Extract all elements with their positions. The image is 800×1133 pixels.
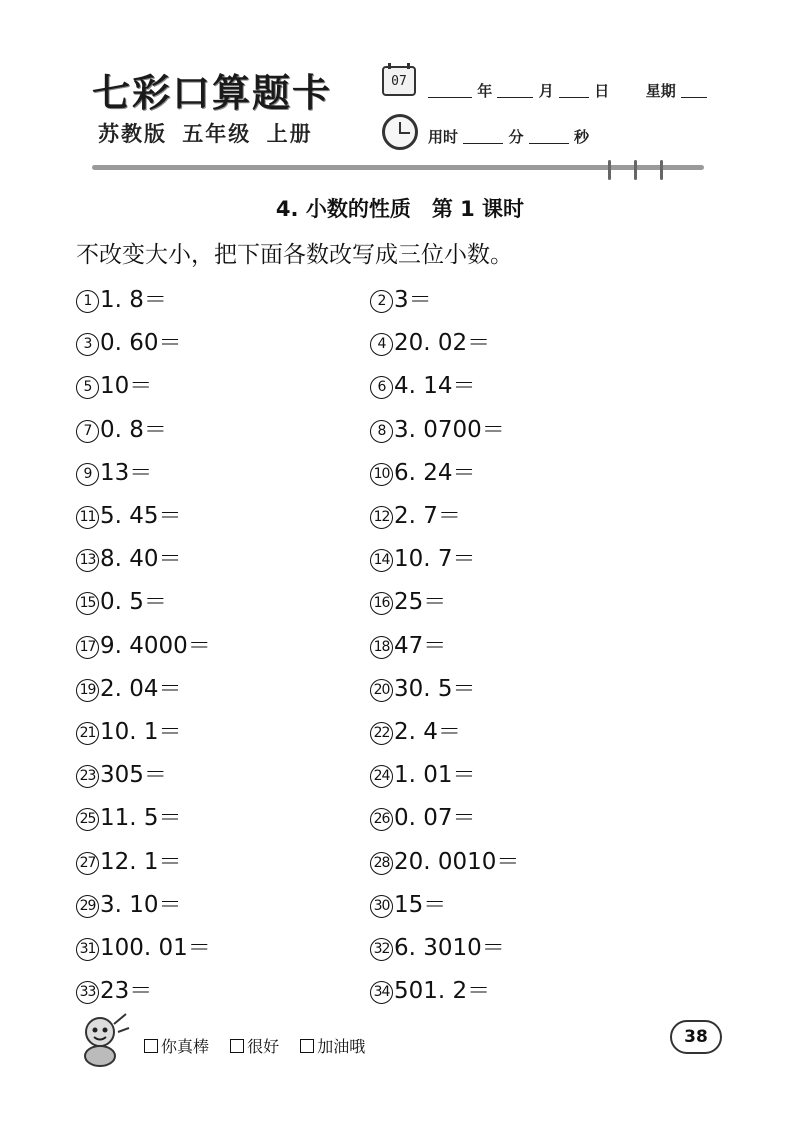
problem-number: 26 <box>370 808 393 831</box>
problem-number: 28 <box>370 852 393 875</box>
problem-expression: 1. 01＝ <box>394 762 476 789</box>
problem-item <box>370 497 461 530</box>
self-rating <box>144 1034 381 1057</box>
day-label: 日 <box>594 82 610 100</box>
rating-option[interactable]: 加油哦 <box>300 1037 365 1056</box>
edition-label: 苏教版 五年级 上册 <box>98 122 313 146</box>
binding-tick <box>608 160 611 180</box>
problem-item <box>76 713 182 746</box>
time-used-label: 用时 <box>428 128 459 146</box>
problem-item <box>76 454 152 487</box>
problem-item <box>76 886 182 919</box>
problem-item <box>370 324 490 357</box>
second-label: 秒 <box>573 128 589 146</box>
problem-item <box>370 454 476 487</box>
problem-item <box>76 670 182 703</box>
problem-expression: 2. 7＝ <box>394 503 461 529</box>
problem-item <box>76 497 182 530</box>
problem-number: 30 <box>370 895 393 918</box>
problem-number: 34 <box>370 981 393 1004</box>
problem-number: 4 <box>370 333 393 356</box>
problem-expression: 0. 5＝ <box>100 589 167 616</box>
problem-expression: 2. 04＝ <box>100 675 182 702</box>
problem-expression: 100. 01＝ <box>100 935 211 961</box>
problem-number: 14 <box>370 549 393 572</box>
year-label: 年 <box>477 82 493 100</box>
problem-item <box>370 972 490 1005</box>
problem-expression: 1. 8＝ <box>100 287 167 313</box>
problem-expression: 8. 40＝ <box>100 546 182 573</box>
problem-expression: 47＝ <box>394 632 447 659</box>
problem-item <box>76 756 167 789</box>
checkbox-icon[interactable] <box>230 1039 244 1053</box>
problem-number: 33 <box>76 981 99 1004</box>
problem-number: 16 <box>370 592 393 615</box>
problem-expression: 3＝ <box>394 287 432 313</box>
problem-expression: 10. 1＝ <box>100 719 182 745</box>
binding-tick <box>634 160 637 180</box>
problem-item <box>370 756 476 789</box>
problem-item <box>76 324 182 357</box>
problem-expression: 25＝ <box>394 589 447 616</box>
problem-item <box>370 886 446 919</box>
problem-item <box>76 627 211 660</box>
problem-expression: 11. 5＝ <box>100 805 182 832</box>
problem-expression: 20. 02＝ <box>394 330 491 357</box>
problem-number: 5 <box>76 376 99 399</box>
problem-item <box>76 583 167 616</box>
brand-title: 七彩口算题卡 <box>92 70 333 115</box>
problem-expression: 501. 2＝ <box>394 978 491 1005</box>
mascot-icon <box>74 1010 132 1068</box>
problem-expression: 23＝ <box>100 978 153 1005</box>
problem-number: 1 <box>76 290 99 313</box>
problem-expression: 30. 5＝ <box>394 675 476 702</box>
problem-number: 9 <box>76 463 99 486</box>
problem-number: 13 <box>76 549 99 572</box>
problem-expression: 10. 7＝ <box>394 546 476 573</box>
calendar-icon <box>382 66 416 96</box>
problem-number: 6 <box>370 376 393 399</box>
date-fill-line <box>428 80 707 101</box>
problem-item <box>370 713 461 746</box>
problem-expression: 10＝ <box>100 373 153 400</box>
problem-number: 23 <box>76 765 99 788</box>
problem-number: 18 <box>370 636 393 659</box>
problem-number: 17 <box>76 636 99 659</box>
problem-number: 12 <box>370 506 393 529</box>
time-fill-line <box>428 126 589 147</box>
problem-number: 10 <box>370 463 393 486</box>
binding-tick <box>660 160 663 180</box>
problem-number: 29 <box>76 895 99 918</box>
instruction-text: 不改变大小，把下面各数改写成三位小数。 <box>76 242 513 268</box>
weekday-label: 星期 <box>645 82 676 100</box>
problem-item <box>76 843 182 876</box>
problem-item <box>76 929 211 962</box>
problem-item <box>76 281 167 314</box>
problem-item <box>76 367 152 400</box>
minute-label: 分 <box>508 128 524 146</box>
problem-number: 7 <box>76 420 99 443</box>
problem-number: 31 <box>76 938 99 961</box>
problem-item <box>370 843 519 876</box>
problem-number: 20 <box>370 679 393 702</box>
problem-number: 11 <box>76 506 99 529</box>
problem-item <box>370 367 476 400</box>
problem-expression: 6. 3010＝ <box>394 935 505 961</box>
problem-expression: 3. 10＝ <box>100 891 182 918</box>
problem-number: 25 <box>76 808 99 831</box>
problem-number: 32 <box>370 938 393 961</box>
problem-expression: 20. 0010＝ <box>394 848 520 875</box>
problem-expression: 2. 4＝ <box>394 719 461 745</box>
problem-item <box>370 627 446 660</box>
problem-expression: 0. 8＝ <box>100 416 167 443</box>
month-label: 月 <box>538 82 554 100</box>
problem-number: 24 <box>370 765 393 788</box>
problem-expression: 15＝ <box>394 891 447 918</box>
problem-expression: 0. 07＝ <box>394 805 476 832</box>
problem-number: 8 <box>370 420 393 443</box>
problem-expression: 5. 45＝ <box>100 503 182 529</box>
problem-number: 21 <box>76 722 99 745</box>
problem-expression: 4. 14＝ <box>394 373 476 400</box>
problem-number: 27 <box>76 852 99 875</box>
header-divider <box>92 165 704 170</box>
clock-icon <box>382 114 418 150</box>
problem-item <box>370 411 505 444</box>
problem-expression: 13＝ <box>100 459 153 486</box>
checkbox-icon[interactable] <box>300 1039 314 1053</box>
problem-expression: 0. 60＝ <box>100 330 182 357</box>
calendar-number: 07 <box>391 74 407 89</box>
page-number: 38 <box>670 1020 722 1054</box>
problem-expression: 6. 24＝ <box>394 459 476 486</box>
problem-number: 22 <box>370 722 393 745</box>
problem-item <box>370 799 476 832</box>
lesson-title: 4. 小数的性质 第 1 课时 <box>275 197 525 221</box>
problem-expression: 9. 4000＝ <box>100 632 211 659</box>
problem-item <box>76 411 167 444</box>
problem-item <box>370 929 505 962</box>
problem-item <box>370 540 476 573</box>
problem-number: 3 <box>76 333 99 356</box>
checkbox-icon[interactable] <box>144 1039 158 1053</box>
problem-number: 2 <box>370 290 393 313</box>
problem-item <box>370 583 446 616</box>
rating-option[interactable]: 很好 <box>230 1037 279 1056</box>
problem-expression: 12. 1＝ <box>100 848 182 875</box>
problem-item <box>370 281 432 314</box>
problem-expression: 305＝ <box>100 762 167 789</box>
problem-item <box>76 799 182 832</box>
problem-item <box>76 972 152 1005</box>
problem-item <box>76 540 182 573</box>
problem-number: 19 <box>76 679 99 702</box>
problem-expression: 3. 0700＝ <box>394 416 505 443</box>
problem-item <box>370 670 476 703</box>
rating-option[interactable]: 你真棒 <box>144 1037 209 1056</box>
problem-number: 15 <box>76 592 99 615</box>
